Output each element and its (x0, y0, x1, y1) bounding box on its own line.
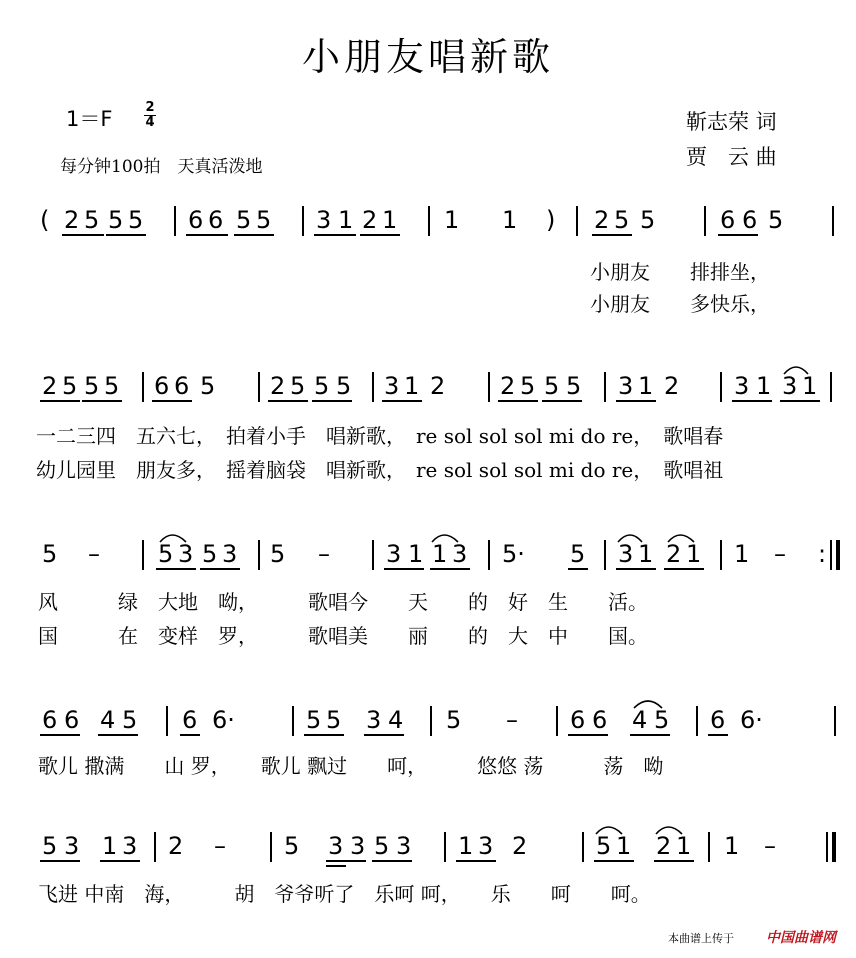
note: 1 (502, 206, 518, 234)
dash: – (506, 706, 518, 734)
note: 3 (384, 372, 400, 400)
note: 3 (122, 832, 138, 860)
underline (314, 234, 356, 236)
barline (142, 540, 144, 570)
underline (594, 860, 634, 862)
note: 3 (478, 832, 494, 860)
note: 6 (720, 206, 736, 234)
underline (98, 734, 138, 736)
barline (604, 540, 606, 570)
note: 5 (570, 540, 586, 568)
barline (258, 372, 260, 402)
note: 3 (782, 372, 798, 400)
underline (616, 400, 656, 402)
note: 6 (42, 706, 58, 734)
underline (654, 860, 694, 862)
underline (156, 568, 196, 570)
note: 5 (256, 206, 272, 234)
underline (372, 860, 412, 862)
underline-double (326, 865, 346, 867)
note: 5 (122, 706, 138, 734)
note: 6 (570, 706, 586, 734)
underline (592, 234, 632, 236)
underline (498, 400, 538, 402)
note: 1 (638, 372, 654, 400)
underline (326, 860, 366, 862)
note: 2 (656, 832, 672, 860)
barline (708, 832, 710, 862)
lyrics-line-4: 歌儿 撒满 山 罗， 歌儿 飘过 呵， 悠悠 荡 荡 呦 (38, 754, 664, 778)
barline (258, 540, 260, 570)
underline (542, 400, 582, 402)
underline (152, 400, 192, 402)
note: 1 (432, 540, 448, 568)
barline (556, 706, 558, 736)
barline (292, 706, 294, 736)
note: 1 (676, 832, 692, 860)
underline (382, 400, 422, 402)
note: 2 (168, 832, 184, 860)
note: 5 (284, 832, 300, 860)
note: 5 (108, 206, 124, 234)
note: 5 (290, 372, 306, 400)
repeat-dots: : (818, 540, 827, 568)
note: 3 (396, 832, 412, 860)
lyricist-credit: 靳志荣 词 (686, 110, 777, 134)
note: 2 (500, 372, 516, 400)
note: 6· (740, 706, 763, 734)
underline (630, 734, 670, 736)
underline (664, 568, 704, 570)
note: 5· (502, 540, 525, 568)
note: 3 (618, 372, 634, 400)
note: 3 (350, 832, 366, 860)
note: 6 (182, 706, 198, 734)
note: 1 (382, 206, 398, 234)
barline (696, 706, 698, 736)
note: 4 (388, 706, 404, 734)
note: 3 (386, 540, 402, 568)
underline (718, 234, 758, 236)
underline (40, 400, 80, 402)
underline (732, 400, 772, 402)
underline (364, 734, 404, 736)
underline (100, 860, 140, 862)
dash: – (774, 540, 786, 568)
note: 6 (174, 372, 190, 400)
note: 5 (596, 832, 612, 860)
note: 5 (306, 706, 322, 734)
note: 2 (42, 372, 58, 400)
note: 1 (458, 832, 474, 860)
barline (302, 206, 304, 236)
underline (568, 568, 588, 570)
slur-group (0, 358, 856, 378)
barline (372, 540, 374, 570)
note: 5 (200, 372, 216, 400)
barline (604, 372, 606, 402)
barline (444, 832, 446, 862)
barline (166, 706, 168, 736)
note: 5 (42, 540, 58, 568)
final-thin-bar (826, 832, 828, 862)
note: 3 (618, 540, 634, 568)
note: 5 (446, 706, 462, 734)
barline (430, 706, 432, 736)
underline (708, 734, 728, 736)
barline (582, 832, 584, 862)
dash: – (764, 832, 776, 860)
note: 3 (734, 372, 750, 400)
note: 6 (208, 206, 224, 234)
lyrics-verse-1: 小朋友 排排坐， (590, 260, 770, 284)
note: 5 (566, 372, 582, 400)
note: 5 (104, 372, 120, 400)
underline (200, 568, 240, 570)
tempo-marking: 每分钟100拍 天真活泼地 (60, 157, 263, 177)
barline (372, 372, 374, 402)
lyrics-verse-1: 风 绿 大地 呦， 歌唱今 天 的 好 生 活。 (38, 590, 648, 614)
dash: – (318, 540, 330, 568)
underline (82, 400, 122, 402)
lyrics-verse-2: 小朋友 多快乐， (590, 292, 770, 316)
note: 5 (62, 372, 78, 400)
underline (40, 860, 80, 862)
underline (384, 568, 424, 570)
key-signature: 1＝F (66, 107, 113, 131)
note: 4 (632, 706, 648, 734)
barline (720, 372, 722, 402)
underline (106, 234, 146, 236)
note: 5 (654, 706, 670, 734)
note: 5 (236, 206, 252, 234)
lyrics-line-5: 飞进 中南 海， 胡 爷爷听了 乐呵 呵， 乐 呵 呵。 (38, 882, 651, 906)
barline (704, 206, 706, 236)
end-repeat-thin-bar (830, 540, 832, 570)
note: 5 (202, 540, 218, 568)
composer-credit: 贾 云 曲 (686, 145, 777, 169)
note: 5 (270, 540, 286, 568)
underline (40, 734, 80, 736)
underline (268, 400, 308, 402)
barline (174, 206, 176, 236)
note: 1 (638, 540, 654, 568)
dash: – (214, 832, 226, 860)
barline (270, 832, 272, 862)
underline (180, 734, 200, 736)
barline (832, 206, 834, 236)
note: 5 (84, 206, 100, 234)
note: 3 (64, 832, 80, 860)
time-signature (142, 101, 158, 130)
note: 5 (314, 372, 330, 400)
time-signature-bottom: 4 (145, 115, 155, 130)
note: 6 (154, 372, 170, 400)
note: 3 (366, 706, 382, 734)
slur-group (0, 526, 856, 546)
underline (568, 734, 608, 736)
note: 6 (710, 706, 726, 734)
underline (234, 234, 274, 236)
barline (488, 372, 490, 402)
final-thick-bar (832, 832, 836, 862)
underline (430, 568, 470, 570)
note: 6· (212, 706, 235, 734)
note: 5 (128, 206, 144, 234)
note: 1 (756, 372, 772, 400)
note: 6 (592, 706, 608, 734)
barline (154, 832, 156, 862)
note: 3 (316, 206, 332, 234)
lyrics-verse-1: 一二三四 五六七， 拍着小手 唱新歌， re sol sol sol mi do re， 歌唱春 (36, 424, 724, 448)
note: 6 (742, 206, 758, 234)
footer-text: 本曲谱上传于 (668, 932, 734, 945)
note: 2 (664, 372, 680, 400)
underline (360, 234, 400, 236)
close-paren: ) (546, 206, 556, 234)
note: 2 (64, 206, 80, 234)
note: 2 (270, 372, 286, 400)
note: 1 (686, 540, 702, 568)
note: 5 (640, 206, 656, 234)
barline (720, 540, 722, 570)
note: 2 (594, 206, 610, 234)
note: 4 (100, 706, 116, 734)
note: 1 (102, 832, 118, 860)
lyrics-verse-2: 国 在 变样 罗， 歌唱美 丽 的 大 中 国。 (38, 624, 648, 648)
note: 1 (724, 832, 740, 860)
note: 5 (614, 206, 630, 234)
underline (780, 400, 820, 402)
note: 6 (188, 206, 204, 234)
note: 2 (362, 206, 378, 234)
note: 5 (544, 372, 560, 400)
note: 5 (336, 372, 352, 400)
note: 1 (408, 540, 424, 568)
note: 5 (84, 372, 100, 400)
barline (576, 206, 578, 236)
note: 5 (768, 206, 784, 234)
note: 5 (326, 706, 342, 734)
time-signature-top: 2 (145, 100, 155, 115)
open-paren: ( (40, 206, 50, 234)
underline (616, 568, 656, 570)
underline (304, 734, 344, 736)
underline (456, 860, 496, 862)
note: 1 (734, 540, 750, 568)
barline (428, 206, 430, 236)
barline (488, 540, 490, 570)
note: 2 (666, 540, 682, 568)
note: 1 (616, 832, 632, 860)
note: 2 (512, 832, 528, 860)
barline (834, 706, 836, 736)
barline (830, 372, 832, 402)
note: 2 (430, 372, 446, 400)
underline (186, 234, 228, 236)
underline (62, 234, 104, 236)
note: 3 (452, 540, 468, 568)
underline (312, 400, 352, 402)
lyrics-verse-2: 幼儿园里 朋友多， 摇着脑袋 唱新歌， re sol sol sol mi do re， 歌唱祖 (36, 458, 724, 482)
dash: – (88, 540, 100, 568)
note: 3 (178, 540, 194, 568)
note: 1 (802, 372, 818, 400)
note: 1 (338, 206, 354, 234)
note: 5 (158, 540, 174, 568)
note: 1 (404, 372, 420, 400)
note: 5 (374, 832, 390, 860)
note: 1 (444, 206, 460, 234)
end-repeat-thick-bar (836, 540, 840, 570)
note: 5 (520, 372, 536, 400)
barline (142, 372, 144, 402)
song-title: 小朋友唱新歌 (301, 35, 554, 79)
note: 6 (64, 706, 80, 734)
note: 3 (328, 832, 344, 860)
note: 5 (42, 832, 58, 860)
note: 3 (222, 540, 238, 568)
site-logo: 中国曲谱网 (766, 930, 836, 946)
